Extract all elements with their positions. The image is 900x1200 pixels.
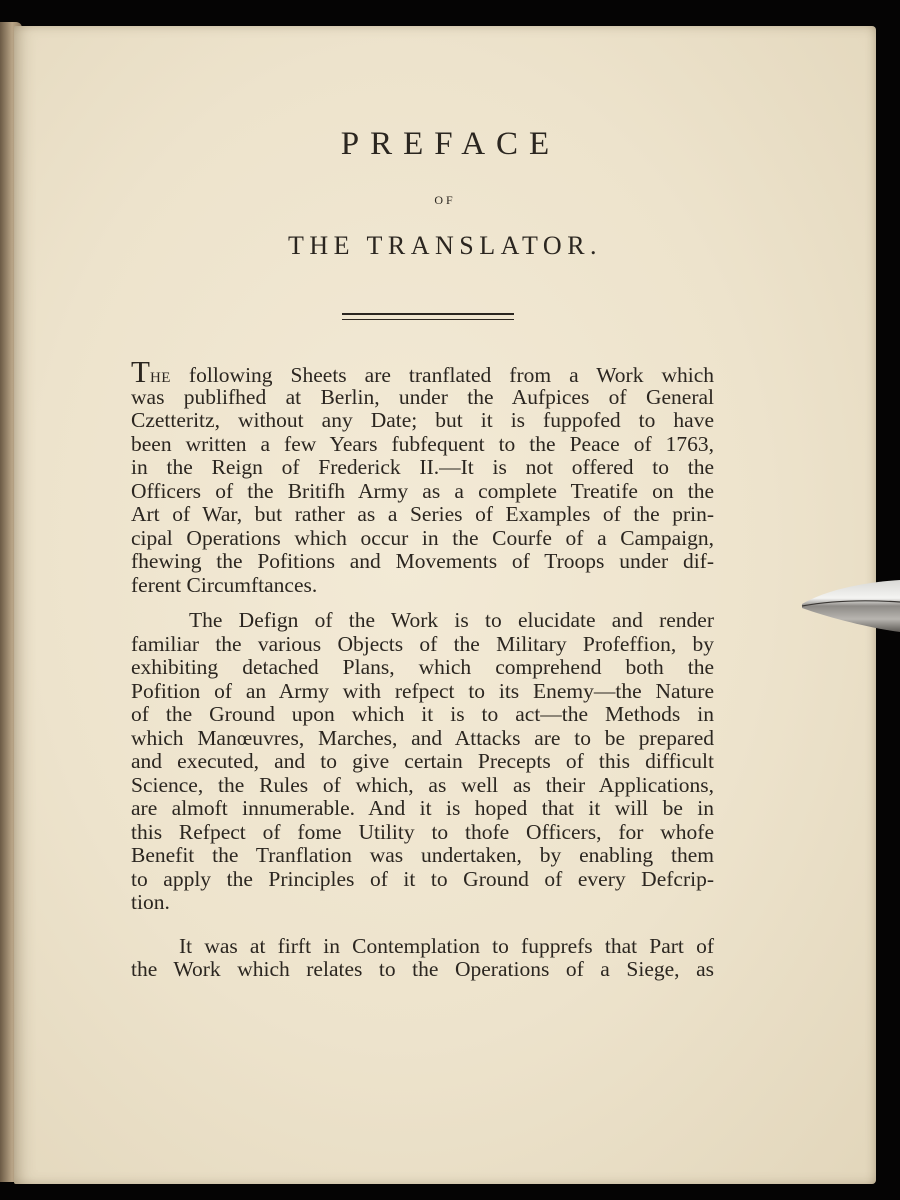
text-line: Benefit the Tranflation was undertaken, by enabling them — [131, 843, 714, 867]
text-line: familiar the various Objects of the Military Profeffion, by — [131, 631, 714, 656]
text-line: Pofition of an Army with refpect to its Enemy—the Nature — [131, 678, 714, 703]
text-line: to apply the Principles of it to Ground of every Defcrip- — [131, 866, 714, 891]
page-title: PREFACE — [340, 126, 561, 162]
title-connector: OF — [434, 193, 456, 207]
text-line: Czetteritz, without any Date; but it is fuppofed to have — [131, 408, 714, 432]
text-line: are almoft innumerable. And it is hoped that it will be in — [131, 796, 714, 820]
text-line: THE following Sheets are tranflated from a Work which — [131, 354, 714, 389]
preface-text — [131, 354, 714, 982]
text-line: cipal Operations which occur in the Courfe of a Campaign, — [131, 525, 714, 550]
text-line: was publifhed at Berlin, under the Aufpices of General — [131, 384, 714, 409]
text-line: of the Ground upon which it is to act—the Methods in — [131, 702, 714, 726]
text-line: tion. — [131, 890, 170, 914]
text-line: Officers of the Britifh Army as a complete Treatife on the — [131, 478, 714, 503]
silver-bookmark — [800, 578, 900, 634]
text-line: the Work which relates to the Operations of a Siege, as — [131, 957, 714, 981]
text-line: It was at firft in Contemplation to fupprefs that Part of — [179, 933, 714, 958]
text-line: The Defign of the Work is to elucidate and render — [189, 608, 714, 632]
double-rule-bottom — [342, 319, 514, 320]
text-line: ferent Circumftances. — [131, 572, 318, 597]
text-line: in the Reign of Frederick II.—It is not offered to the — [131, 455, 714, 479]
small-caps: HE — [149, 370, 171, 386]
text-line: fhewing the Pofitions and Movements of Troops under dif- — [131, 549, 714, 573]
text-line: this Refpect of fome Utility to thofe Officers, for whofe — [131, 819, 714, 844]
drop-cap: T — [131, 354, 150, 389]
text-line: and executed, and to give certain Precepts of this difficult — [131, 749, 714, 773]
book-page — [14, 26, 876, 1184]
double-rule-top — [342, 313, 514, 315]
page-subtitle: THE TRANSLATOR. — [287, 231, 603, 260]
text-line: Art of War, but rather as a Series of Examples of the prin- — [131, 502, 714, 526]
text-line: exhibiting detached Plans, which comprehend both the — [131, 655, 714, 679]
text-line: which Manœuvres, Marches, and Attacks are to be prepared — [131, 725, 714, 750]
text-line: Science, the Rules of which, as well as their Applications, — [131, 772, 714, 797]
text-line: been written a few Years fubfequent to the Peace of 1763, — [131, 431, 714, 456]
